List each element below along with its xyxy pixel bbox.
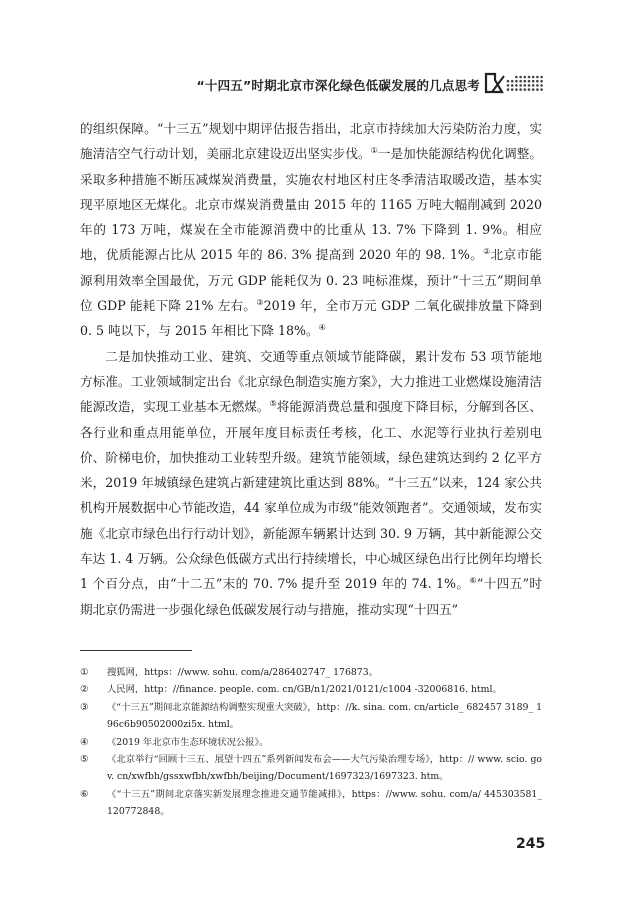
- footnote-ref: ②: [483, 247, 491, 257]
- footnote-item: [80, 681, 542, 698]
- header-decoration-icon: [484, 70, 546, 96]
- footnote-ref: ③: [256, 297, 264, 307]
- decor-dot: [540, 76, 543, 79]
- body-text: [80, 116, 542, 622]
- footnote-mark: ②: [80, 684, 89, 696]
- decor-dot: [532, 76, 535, 79]
- decor-dot: [515, 80, 518, 83]
- footnote-mark: ⑥: [80, 788, 89, 800]
- decor-dot: [507, 80, 510, 83]
- footnote-ref: ⑤: [269, 399, 277, 409]
- decor-dot: [524, 88, 527, 91]
- decor-dot: [511, 88, 514, 91]
- footnote-ref: ④: [318, 323, 326, 333]
- footnote-item: [80, 751, 542, 786]
- decor-dot: [536, 84, 539, 87]
- footnote-mark: ①: [80, 667, 89, 678]
- decor-dot: [528, 84, 531, 87]
- decor-dot: [519, 76, 522, 79]
- text-run: 一是加快能源结构优化调整。采取多种措施不断压减煤炭消费量，实施农村地区村庄冬季清洁取暖改造，基本实现平原地区无煤化。北京市煤炭消费量由 2015 年的 1165 万吨大幅削减到 2020 年的 173 万吨，煤炭在全市能源消费中的比重从 13. 7% 下降到 1. 9%。相应地，优质能源占比从 2015 年的 86. 3% 提高到 2020 年的 98. 1%。: [80, 146, 543, 263]
- decor-dot: [524, 80, 527, 83]
- text-run: “十四五”时期北京仍需进一步强化绿色低碳发展行动与措施，推动实现“十四五”: [80, 576, 542, 617]
- footnote-divider: [80, 650, 192, 651]
- decor-dot: [519, 88, 522, 91]
- decor-dot: [540, 84, 543, 87]
- footnote-text: 《“十三五”期间北京能源结构调整实现重大突破》，http：//k. sina. com. cn/article_ 682457 3189_ 196c6b90502000zi5x. html。: [107, 701, 542, 731]
- decor-dot: [528, 80, 531, 83]
- decor-dot: [515, 88, 518, 91]
- text-run: 二是加快推动工业、建筑、交通等重点领域节能降碳，累计发布 53 项节能地方标准。工业领域制定出台《北京绿色制造实施方案》，大力推进工业燃煤设施清洁能源改造，实现工业基本无燃煤。: [80, 348, 542, 415]
- decor-dot: [528, 88, 531, 91]
- decor-dot: [519, 80, 522, 83]
- page-number: 245: [516, 836, 546, 852]
- decor-dot: [528, 76, 531, 79]
- footnote-text: 人民网，http：//finance. people. com. cn/GB/n1/2021/0121/c1004 -32006816. html。: [107, 684, 502, 696]
- decor-dot: [540, 80, 543, 83]
- footnote-text: 搜狐网，https：//www. sohu. com/a/286402747_ 176873。: [107, 667, 378, 678]
- footnote-text: 《“十三五”期间北京落实新发展理念推进交通节能减排》，https：//www. sohu. com/a/ 445303581_ 120772848。: [107, 788, 542, 818]
- decor-dot: [536, 88, 539, 91]
- decor-dot: [532, 84, 535, 87]
- decor-dot: [507, 88, 510, 91]
- decor-dot: [532, 88, 535, 91]
- decor-dot: [540, 88, 543, 91]
- text-run: 将能源消费总量和强度下降目标，分解到各区、各行业和重点用能单位，开展年度目标责任考核，化工、水泥等行业执行差别电价、阶梯电价，加快推动工业转型升级。建筑节能领域，绿色建筑达到约 2 亿平方米，2019 年城镇绿色建筑占新建建筑比重达到 88%。“十三五”以来，124 家公共机构开展数据中心节能改造，44 家单位成为市级“能效领跑者”。交通领域，发布实施《北京市绿色出行行动计划》，新能源车辆累计达到 30. 9 万辆，其中新能源公交车达 1. 4 万辆。公众绿色低碳方式出行持续增长，中心城区绿色出行比例年均增长 1 个百分点，由“十二五”末的 70. 7% 提升至 2019 年的 74. 1%。: [80, 399, 543, 592]
- text-run: 北京市能源利用效率全国最优，万元 GDP 能耗仅为 0. 23 吨标准煤，预计“十三五”期间单位 GDP 能耗下降 21% 左右。: [80, 247, 543, 314]
- footnote-mark: ⑤: [80, 754, 89, 766]
- decor-dot: [511, 84, 514, 87]
- footnote-text: 《北京举行“回顾十三五、展望十四五”系列新闻发布会——大气污染治理专场》，http：// www. scio. gov. cn/xwfbh/gssxwfbh/xwfbh/beijing/Document/1697323/1697323. htm。: [107, 754, 542, 783]
- decor-dot: [532, 80, 535, 83]
- paragraph-2: [80, 344, 542, 622]
- footnote-ref: ⑥: [469, 576, 477, 586]
- footnote-item: [80, 786, 542, 821]
- footnote-mark: ③: [80, 701, 89, 713]
- decor-dot: [511, 80, 514, 83]
- footnote-mark: ④: [80, 736, 89, 748]
- decor-dot: [524, 76, 527, 79]
- footnote-ref: ①: [370, 146, 378, 156]
- decor-dot: [515, 76, 518, 79]
- footnotes: [80, 664, 542, 821]
- footnote-item: [80, 699, 542, 734]
- decor-dot: [507, 84, 510, 87]
- decor-dot: [519, 84, 522, 87]
- decor-dot: [536, 76, 539, 79]
- decor-dot: [515, 84, 518, 87]
- paragraph-1: [80, 116, 542, 344]
- decor-dot: [536, 80, 539, 83]
- text-run: 的组织保障。“十三五”规划中期评估报告指出，北京市持续加大污染防治力度，实施清洁空气行动计划，美丽北京建设迈出坚实步伐。: [80, 121, 542, 162]
- footnote-item: [80, 734, 542, 751]
- footnote-text: 《2019 年北京市生态环境状况公报》。: [107, 736, 269, 748]
- running-header: “十四五”时期北京市深化绿色低碳发展的几点思考: [196, 78, 480, 93]
- footnote-item: [80, 664, 542, 681]
- text-run: 2019 年，全市万元 GDP 二氧化碳排放量下降到 0. 5 吨以下，与 2015 年相比下降 18%。: [80, 298, 542, 339]
- decor-dot: [524, 84, 527, 87]
